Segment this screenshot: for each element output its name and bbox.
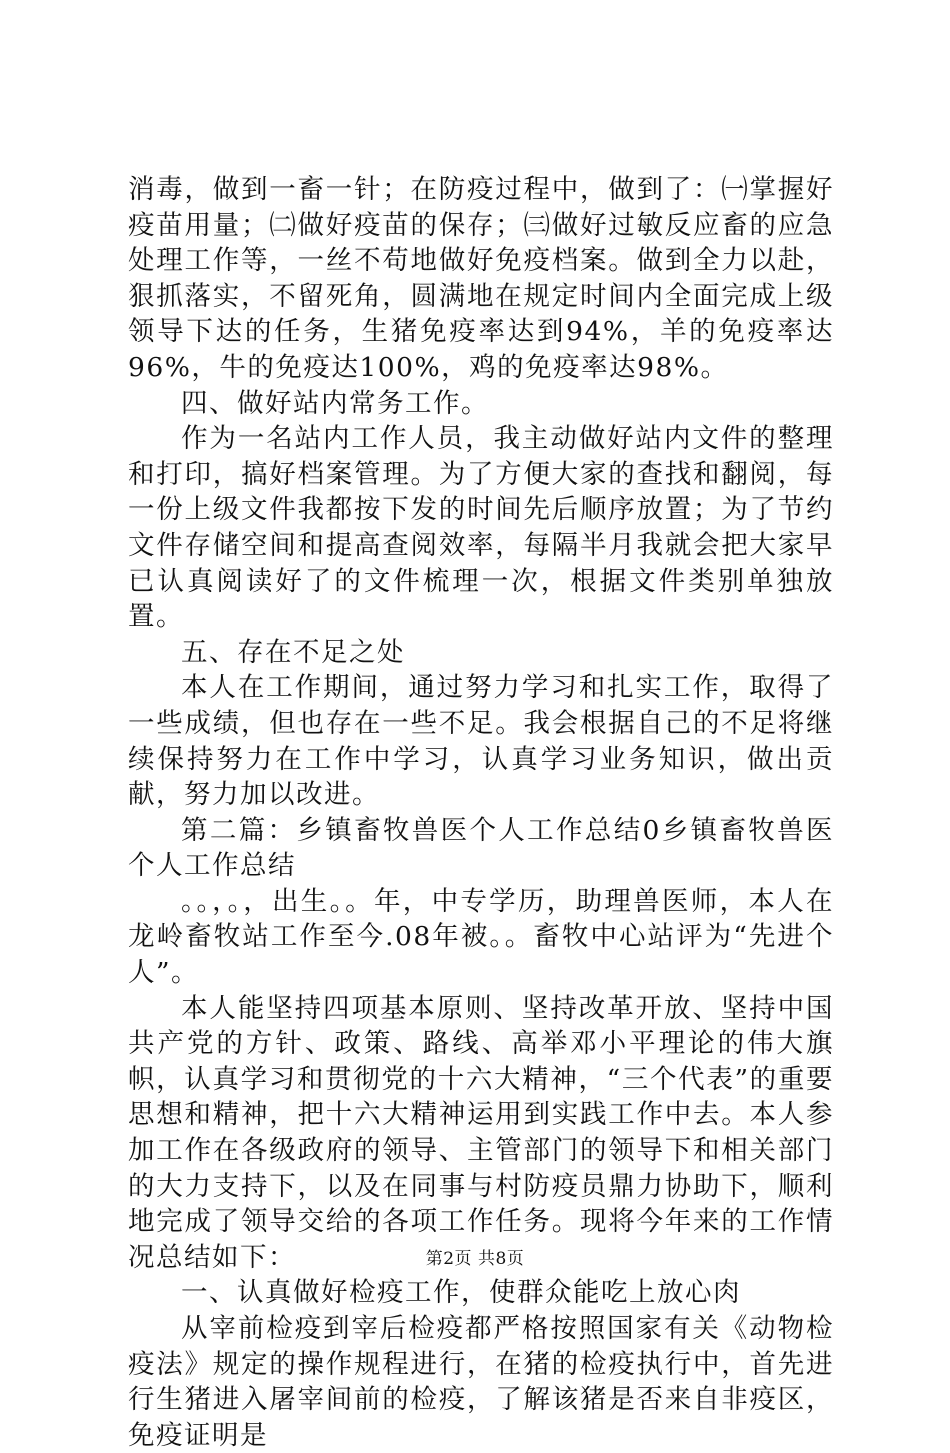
section-heading: 一、认真做好检疫工作，使群众能吃上放心肉 <box>181 1277 741 1309</box>
paragraph: 消毒，做到一畜一针；在防疫过程中，做到了：㈠掌握好疫苗用量；㈡做好疫苗的保存；㈢做好过敏反应畜的应急处理工作等，一丝不苟地做好免疫档案。做到全力以赴，狠抓落实，不留死角，圆满地在规定时间内全面完成上级领导下达的任务，生猪免疫率达到94%，羊的免疫率达96%，牛的免疫达100%，鸡的免疫率达98%。 <box>128 174 834 383</box>
paragraph: 。。，。，出生。。年，中专学历，助理兽医师，本人在龙岭畜牧站工作至今.08年被。。畜牧中心站评为“先进个人”。 <box>128 885 834 989</box>
paragraph: 本人能坚持四项基本原则、坚持改革开放、坚持中国共产党的方针、政策、路线、高举邓小平理论的伟大旗帜，认真学习和贯彻党的十六大精神，“三个代表”的重要思想和精神，把十六大精神运用到实践工作中去。本人参加工作在各级政府的领导、主管部门的领导下和相关部门的大力支持下，以及在同事与村防疫员鼎力协助下，顺利地完成了领导交给的各项工作任务。现将今年来的工作情况总结如下： <box>128 992 834 1273</box>
paragraph: 从宰前检疫到宰后检疫都严格按照国家有关《动物检疫法》规定的操作规程进行，在猪的检疫执行中，首先进行生猪进入屠宰间前的检疫，了解该猪是否来自非疫区，免疫证明是 <box>128 1313 834 1451</box>
paragraph: 作为一名站内工作人员，我主动做好站内文件的整理和打印，搞好档案管理。为了方便大家的查找和翻阅，每一份上级文件我都按下发的时间先后顺序放置；为了节约文件存储空间和提高查阅效率，每隔半月我就会把大家早已认真阅读好了的文件梳理一次，根据文件类别单独放置。 <box>128 423 834 633</box>
section-heading: 四、做好站内常务工作。 <box>181 387 489 419</box>
paragraph: 本人在工作期间，通过努力学习和扎实工作，取得了一些成绩，但也存在一些不足。我会根据自己的不足将继续保持努力在工作中学习，认真学习业务知识，做出贡献，努力加以改进。 <box>128 672 834 811</box>
section-heading: 五、存在不足之处 <box>181 636 405 668</box>
page-number-footer: 第2页 共8页 <box>425 1249 525 1269</box>
chapter-title: 第二篇：乡镇畜牧兽医个人工作总结0乡镇畜牧兽医个人工作总结 <box>128 814 834 882</box>
